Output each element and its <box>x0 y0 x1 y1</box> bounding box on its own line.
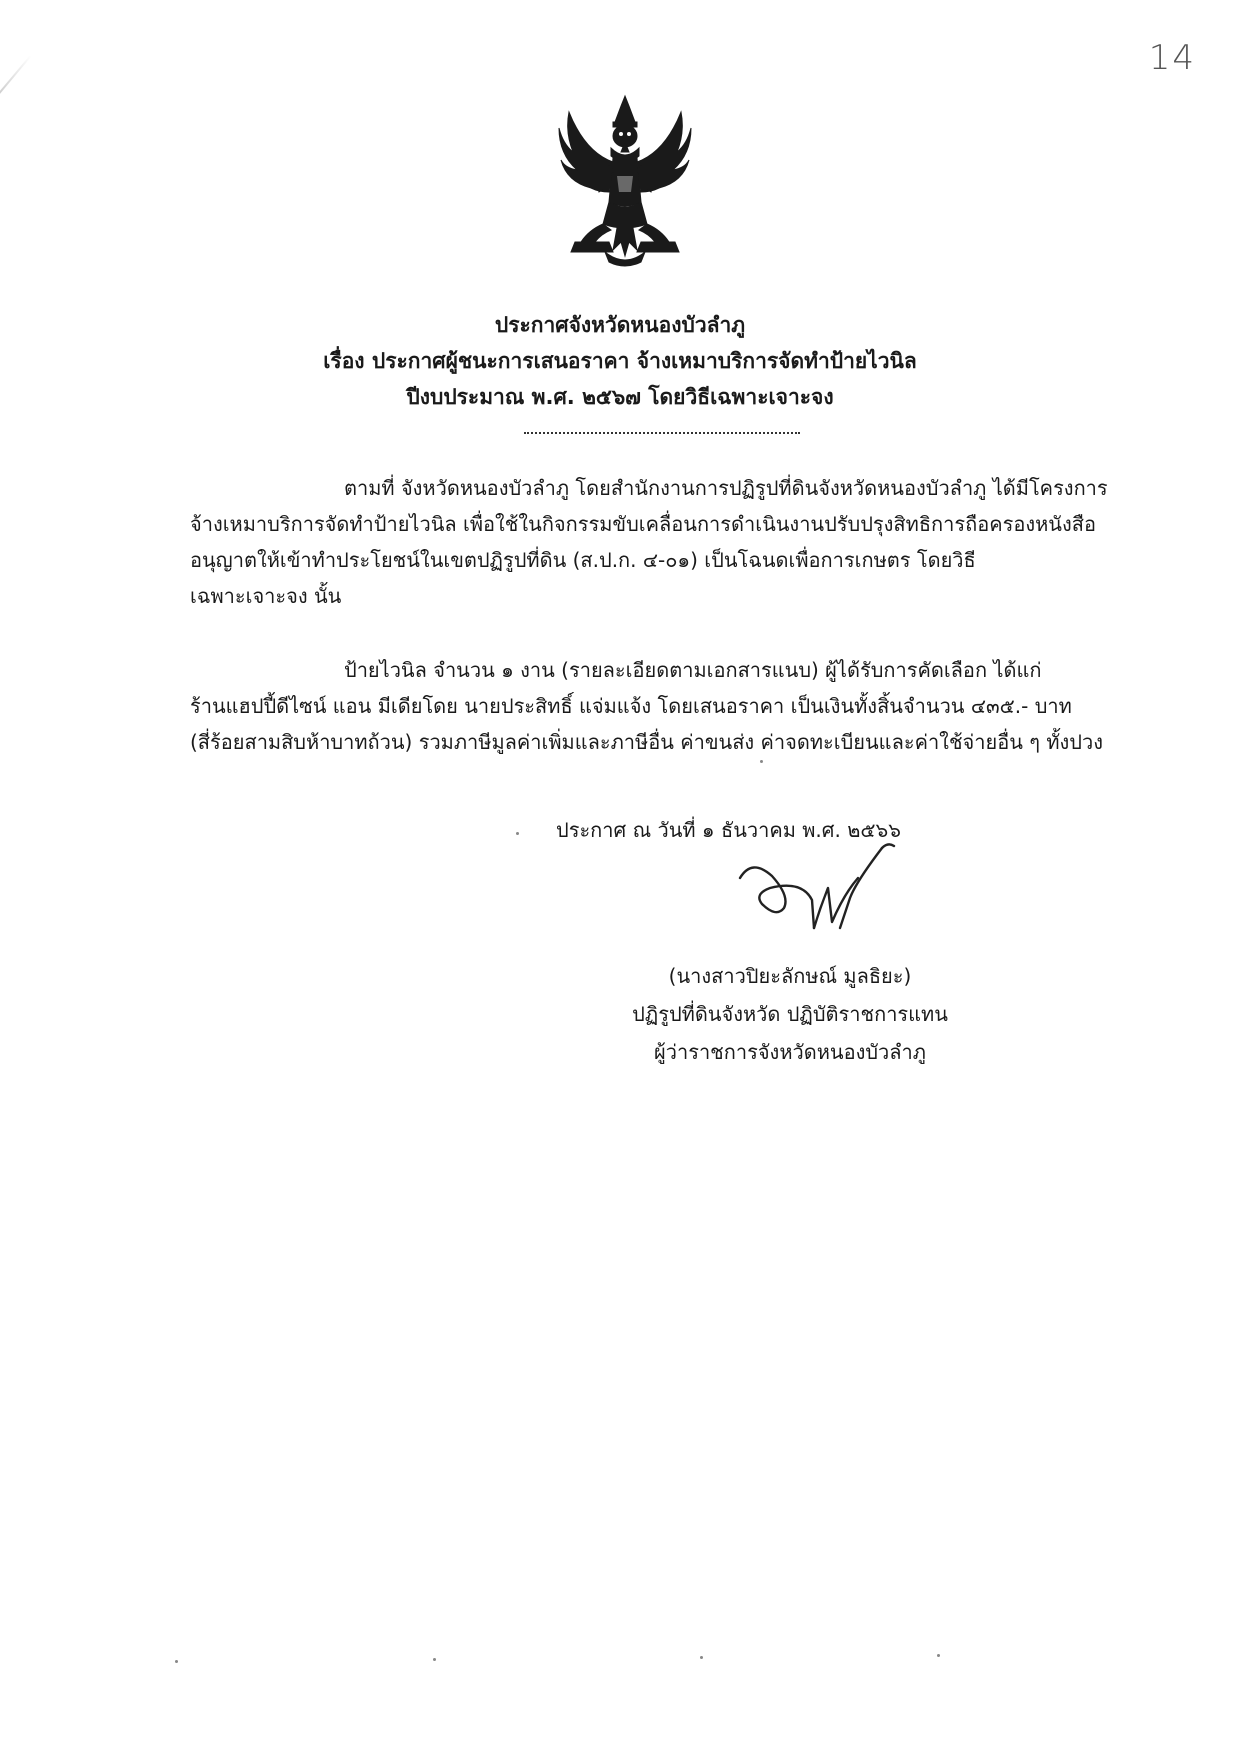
scan-speck <box>700 1656 703 1659</box>
paragraph-line: อนุญาตให้เข้าทำประโยชน์ในเขตปฏิรูปที่ดิน (ส.ป.ก. ๔-๐๑) เป็นโฉนดเพื่อการเกษตร โดยวิธี <box>190 548 976 572</box>
paragraph-line: ป้ายไวนิล จำนวน ๑ งาน (รายละเอียดตามเอกสารแนบ) ผู้ได้รับการคัดเลือก ได้แก่ <box>344 658 1042 682</box>
signatory-position: ปฏิรูปที่ดินจังหวัด ปฏิบัติราชการแทน <box>632 1002 948 1026</box>
scan-streak <box>0 55 32 171</box>
handwritten-signature-icon <box>732 838 922 958</box>
announcement-title: ประกาศจังหวัดหนองบัวลำภู <box>494 313 746 337</box>
announcement-date: ประกาศ ณ วันที่ ๑ ธันวาคม พ.ศ. ๒๕๖๖ <box>556 818 901 842</box>
signatory-name: (นางสาวปิยะลักษณ์ มูลธิยะ) <box>668 964 912 988</box>
paragraph-background <box>190 470 1150 614</box>
announcement-fiscal-year: ปีงบประมาณ พ.ศ. ๒๕๖๗ โดยวิธีเฉพาะเจาะจง <box>406 385 834 409</box>
paragraph-line: เฉพาะเจาะจง นั้น <box>190 584 342 608</box>
paragraph-line: ตามที่ จังหวัดหนองบัวลำภู โดยสำนักงานการปฏิรูปที่ดินจังหวัดหนองบัวลำภู ได้มีโครงการ <box>344 476 1108 500</box>
garuda-emblem-icon <box>555 92 695 270</box>
scan-speck <box>937 1654 940 1657</box>
scan-speck <box>760 760 763 763</box>
dotted-separator <box>524 432 800 434</box>
paragraph-line: (สี่ร้อยสามสิบห้าบาทถ้วน) รวมภาษีมูลค่าเพิ่มและภาษีอื่น ค่าขนส่ง ค่าจดทะเบียนและค่าใช้จ่ายอื่น ๆ ทั้งปวง <box>190 730 1103 754</box>
announcement-subject: เรื่อง ประกาศผู้ชนะการเสนอราคา จ้างเหมาบริการจัดทำป้ายไวนิล <box>323 349 917 373</box>
scan-speck <box>175 1660 178 1663</box>
paragraph-line: จ้างเหมาบริการจัดทำป้ายไวนิล เพื่อใช้ในกิจกรรมขับเคลื่อนการดำเนินงานปรับปรุงสิทธิการถือครองหนังสือ <box>190 512 1096 536</box>
signatory-position-governor: ผู้ว่าราชการจังหวัดหนองบัวลำภู <box>654 1040 926 1064</box>
paragraph-line: ร้านแฮปปี้ดีไซน์ แอน มีเดียโดย นายประสิทธิ์ แจ่มแจ้ง โดยเสนอราคา เป็นเงินทั้งสิ้นจำนวน ๔๓๕.- บาท <box>190 694 1072 718</box>
scan-speck <box>433 1658 436 1661</box>
page-number: 14 <box>1148 38 1196 78</box>
scan-speck <box>516 832 519 835</box>
paragraph-award <box>190 652 1150 760</box>
